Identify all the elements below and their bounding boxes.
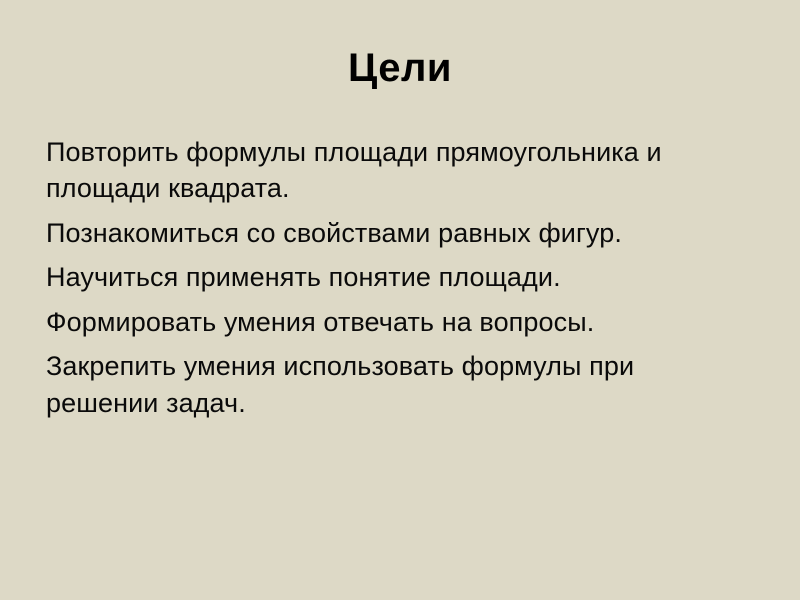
list-item: Закрепить умения использовать формулы при решении задач.: [46, 351, 635, 418]
slide-body-list: [0, 90, 800, 421]
slide-title: Цели: [348, 46, 452, 90]
list-item: Повторить формулы площади прямоугольника и площади квадрата.: [46, 137, 662, 204]
list-item: Познакомиться со свойствами равных фигур.: [46, 217, 622, 248]
list-item: Формировать умения отвечать на вопросы.: [46, 306, 595, 337]
list-item: Научиться применять понятие площади.: [46, 262, 561, 293]
